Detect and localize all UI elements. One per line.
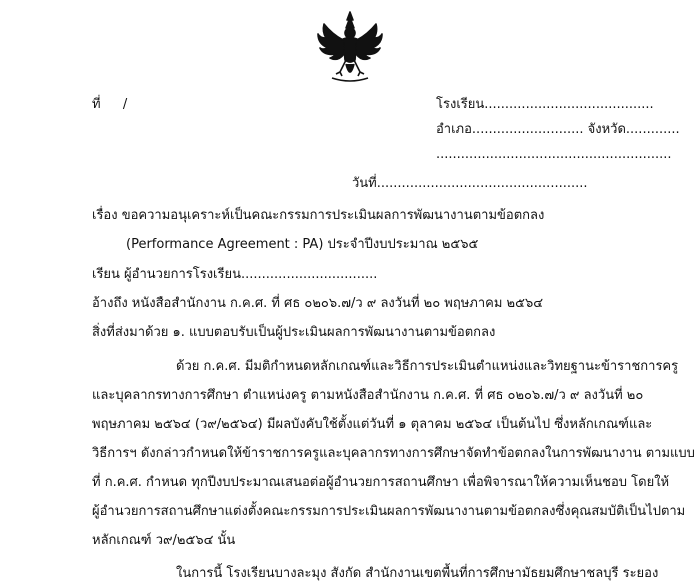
paragraph-line: ที่ ก.ค.ศ. กำหนด ทุกปีงบประมาณเสนอต่อผู้อำนวยการสถานศึกษา เพื่อพิจารณาให้ความเห็นชอบ โดยให้	[92, 475, 670, 490]
paragraph-line: ในการนี้ โรงเรียนบางละมุง สังกัด สำนักงานเขตพื้นที่การศึกษามัธยมศึกษาชลบุรี ระยอง	[176, 566, 659, 581]
enclosure-line: สิ่งที่ส่งมาด้วย ๑. แบบตอบรับเป็นผู้ประเมินผลการพัฒนางานตามข้อตกลง	[92, 325, 496, 340]
district-province-line: อำเภอ........................... จังหวัด.............	[436, 122, 680, 137]
reference-number-label: ที่ /	[92, 97, 128, 112]
paragraph-line: หลักเกณฑ์ ว๙/๒๕๖๔ นั้น	[92, 533, 236, 548]
date-line: วันที่...................................................	[352, 176, 588, 191]
paragraph-line: พฤษภาคม ๒๕๖๔ (ว๙/๒๕๖๔) มีผลบังคับใช้ตั้งแต่วันที่ ๑ ตุลาคม ๒๕๖๔ เป็นต้นไป ซึ่งหลักเกณฑ์และ	[92, 417, 653, 432]
paragraph-line: ด้วย ก.ค.ศ. มีมติกำหนดหลักเกณฑ์และวิธีการประเมินตำแหน่งและวิทยฐานะข้าราชการครู	[176, 359, 679, 374]
paragraph-line: วิธีการฯ ดังกล่าวกำหนดให้ข้าราชการครูและบุคลากรทางการศึกษาจัดทำข้อตกลงในการพัฒนางาน ตามแบบ	[92, 446, 695, 461]
subject-continuation: (Performance Agreement : PA) ประจำปีงบประมาณ ๒๕๖๕	[126, 237, 479, 252]
reference-line: อ้างถึง หนังสือสำนักงาน ก.ค.ศ. ที่ ศธ ๐๒๐๖.๗/ว ๙ ลงวันที่ ๒๐ พฤษภาคม ๒๕๖๔	[92, 296, 544, 311]
school-name-line: โรงเรียน.........................................	[436, 97, 654, 112]
paragraph-line: และบุคลากรทางการศึกษา ตำแหน่งครู ตามหนังสือสำนักงาน ก.ค.ศ. ที่ ศธ ๐๒๐๖.๗/ว ๙ ลงวันที่ ๒๐	[92, 388, 644, 403]
address-line: .........................................................	[436, 147, 672, 162]
garuda-emblem-icon	[310, 8, 390, 88]
recipient-line: เรียน ผู้อำนวยการโรงเรียน.................................	[92, 267, 378, 282]
paragraph-line: ผู้อำนวยการสถานศึกษาแต่งตั้งคณะกรรมการประเมินผลการพัฒนางานตามข้อตกลงซึ่งคุณสมบัติเป็นไปตาม	[92, 504, 686, 519]
subject-line: เรื่อง ขอความอนุเคราะห์เป็นคณะกรรมการประเมินผลการพัฒนางานตามข้อตกลง	[92, 208, 545, 223]
